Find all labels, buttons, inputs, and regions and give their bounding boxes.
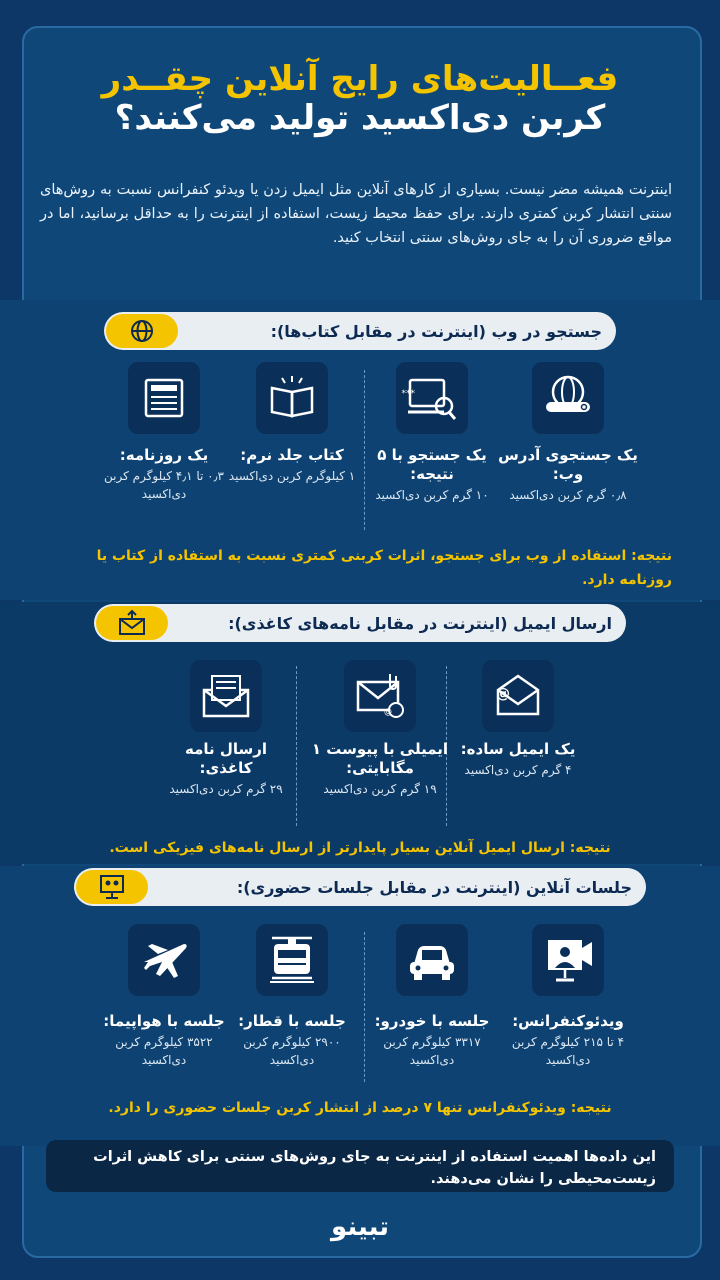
stat-videoconference: [498, 1012, 638, 1069]
stat-value: ۳۳۱۷ کیلوگرم کربن دی‌اکسید: [383, 1035, 481, 1067]
stat-value: ۲۹۰۰ کیلوگرم کربن دی‌اکسید: [243, 1035, 341, 1067]
brand-logo: تبینو: [331, 1212, 389, 1242]
globe-icon: [106, 314, 178, 348]
stat-newspaper: [94, 446, 234, 503]
search-results-icon: [396, 362, 468, 434]
conclusion-email: نتیجه: ارسال ایمیل آنلاین بسیار پایدارتر از ارسال نامه‌های فیزیکی است.: [109, 840, 611, 856]
email-send-icon: [96, 606, 168, 640]
newspaper-icon: [128, 362, 200, 434]
stat-train-meeting: [222, 1012, 362, 1069]
stat-value: ۱ کیلوگرم کربن دی‌اکسید: [228, 469, 356, 483]
footer-note: این داده‌ها اهمیت استفاده از اینترنت به جای روش‌های سنتی برای کاهش اثرات زیست‌محیطی را نشان می‌دهند.: [46, 1140, 674, 1192]
stat-search-5-results: [362, 446, 502, 504]
stat-value: ۲۹ گرم کربن دی‌اکسید: [169, 782, 283, 796]
stat-airplane-meeting: [94, 1012, 234, 1069]
book-icon: [256, 362, 328, 434]
videoconference-icon: [532, 924, 604, 996]
stat-simple-email: [448, 740, 588, 779]
section-heading-text: جستجو در وب (اینترنت در مقابل کتاب‌ها):: [270, 321, 602, 341]
stat-label: ارسال نامه کاغذی:: [184, 740, 268, 777]
stat-label: یک جستجو با ۵ نتیجه:: [377, 446, 487, 483]
svg-text:@: @: [384, 707, 392, 716]
stat-label: ویدئوکنفرانس:: [512, 1012, 624, 1030]
stat-value: ۱۰ گرم کربن دی‌اکسید: [375, 488, 489, 502]
stat-label: جلسه با هواپیما:: [103, 1012, 225, 1030]
stat-paperback-book: [222, 446, 362, 485]
stat-label: یک ایمیل ساده:: [460, 740, 576, 758]
stat-value: ۰٫۸ گرم کربن دی‌اکسید: [509, 488, 627, 502]
svg-text:***: ***: [401, 389, 415, 399]
stat-value: ۳۵۲۲ کیلوگرم کربن دی‌اکسید: [115, 1035, 213, 1067]
conclusion-web-search: نتیجه: استفاده از وب برای جستجو، اثرات کربنی کمتری نسبت به استفاده از کتاب یا روزنامه دارد.: [96, 548, 672, 588]
car-icon: [396, 924, 468, 996]
title-line-1: فعــالیت‌های رایج آنلاین چقــدر: [101, 59, 619, 99]
video-meeting-icon: [76, 870, 148, 904]
stat-paper-letter: [156, 740, 296, 798]
svg-text:@: @: [496, 686, 510, 702]
section-heading-web-search: [104, 312, 616, 350]
stat-value: ۴ گرم کربن دی‌اکسید: [464, 763, 572, 777]
paper-letter-icon: [190, 660, 262, 732]
conclusion-meetings: نتیجه: ویدئوکنفرانس تنها ۷ درصد از انتشار کربن جلسات حضوری را دارد.: [108, 1100, 612, 1116]
page-title: [0, 60, 720, 138]
title-line-2: کربن دی‌اکسید تولید می‌کنند؟: [114, 98, 606, 139]
section-heading-text: ارسال ایمیل (اینترنت در مقابل نامه‌های کاغذی):: [228, 613, 612, 633]
email-attachment-icon: [344, 660, 416, 732]
email-at-icon: [482, 660, 554, 732]
intro-text: اینترنت همیشه مضر نیست. بسیاری از کارهای آنلاین مثل ایمیل زدن یا ویدئو کنفرانس نسبت به روش‌های سنتی انتشار کربن کمتری دارند. برای حفظ محیط زیست، استفاده از اینترنت را به حداقل برسانید، اما در مواقع ضروری آن را به جای روش‌های سنتی انتخاب کنید.: [40, 182, 672, 246]
train-icon: [256, 924, 328, 996]
search-bar-icon: [532, 362, 604, 434]
stat-value: ۰٫۳ تا ۴٫۱ کیلوگرم کربن دی‌اکسید: [104, 469, 224, 501]
stat-label: یک جستجوی آدرس وب:: [498, 446, 638, 483]
stat-label: کتاب جلد نرم:: [240, 446, 344, 464]
stat-label: جلسه با قطار:: [238, 1012, 346, 1030]
stat-value: ۴ تا ۲۱۵ کیلوگرم کربن دی‌اکسید: [511, 1035, 625, 1067]
stat-label: جلسه با خودرو:: [374, 1012, 490, 1030]
section-heading-email: [94, 604, 626, 642]
stat-value: ۱۹ گرم کربن دی‌اکسید: [323, 782, 437, 796]
section-heading-text: جلسات آنلاین (اینترنت در مقابل جلسات حضوری):: [236, 877, 632, 897]
airplane-icon: [128, 924, 200, 996]
divider: [296, 666, 297, 826]
stat-label: ایمیلی با پیوست ۱ مگابایتی:: [311, 740, 449, 777]
stat-web-address-search: [498, 446, 638, 504]
section-heading-meetings: [74, 868, 646, 906]
stat-car-meeting: [362, 1012, 502, 1069]
stat-label: یک روزنامه:: [119, 446, 209, 464]
stat-email-attachment: [310, 740, 450, 798]
